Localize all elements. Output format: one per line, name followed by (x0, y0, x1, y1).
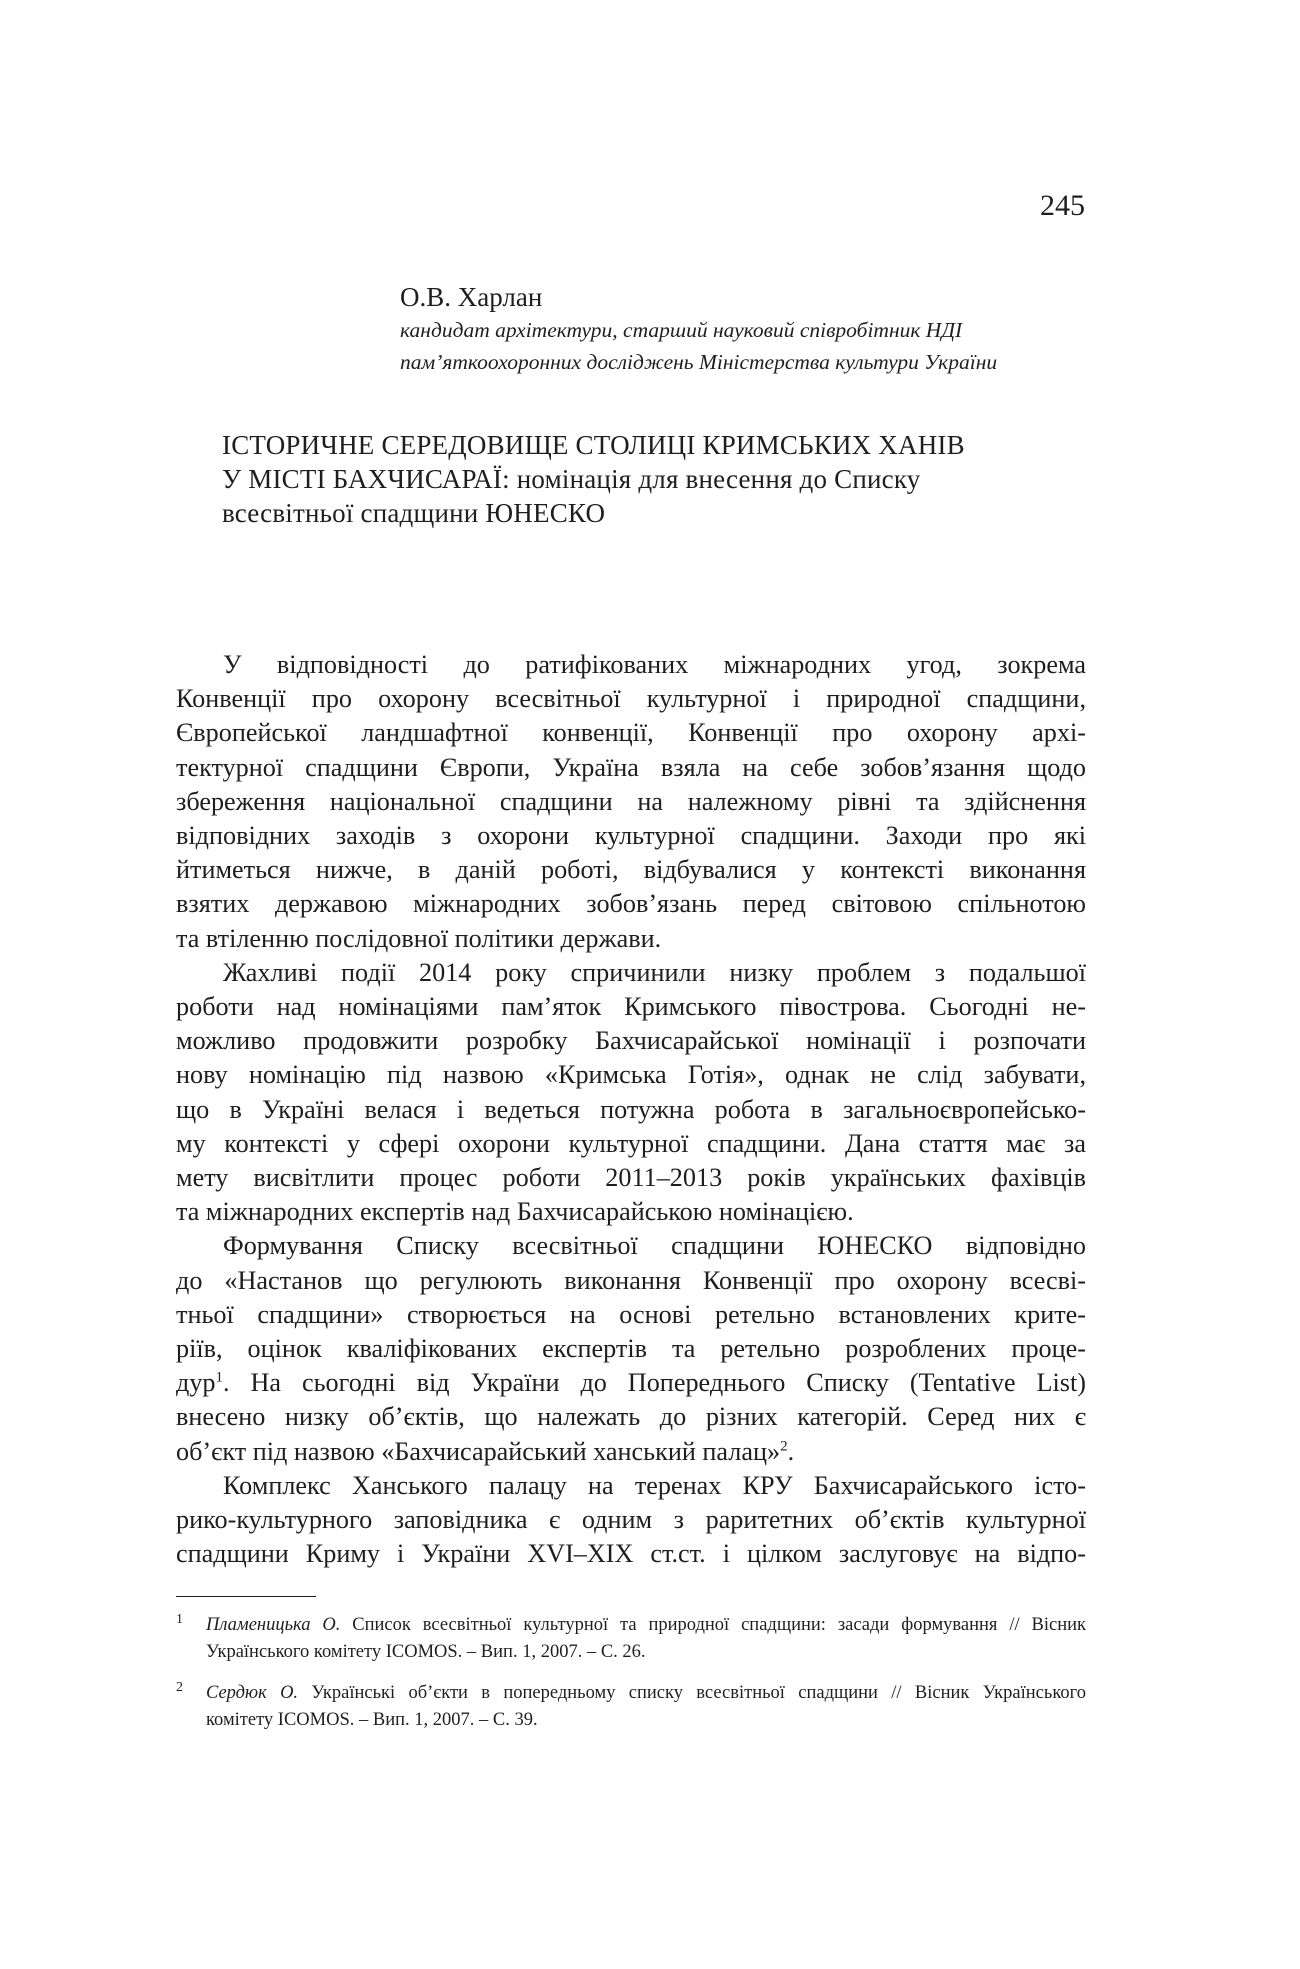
text-fragment: . (787, 1436, 795, 1466)
text-line: можливо продовжити розробку Бахчисарайської номінації і розпочати (176, 1026, 1086, 1056)
author-block (400, 280, 1090, 378)
text-line: Жахливі події 2014 року спричинили низку проблем з подальшої (223, 957, 1086, 987)
body-text (176, 648, 1086, 1571)
title-caps: У МІСТІ БАХЧИСАРАЇ (222, 464, 503, 494)
text-line: та міжнародних експертів над Бахчисарайською номінацією. (176, 1197, 854, 1227)
text-fragment: дур (176, 1368, 216, 1398)
page-number: 245 (1040, 189, 1085, 222)
text-line: спадщини Криму і України XVI–XIX ст.ст. і цілком заслуговує на відпо- (176, 1539, 1086, 1569)
text-line: Комплекс Ханського палацу на теренах КРУ Бахчисарайського істо- (223, 1470, 1086, 1500)
text-line: тектурної спадщини Європи, Україна взяла на себе зобов’язання щодо (176, 752, 1086, 782)
text-line: збереження національної спадщини на належному рівні та здійснення (176, 786, 1086, 816)
footnotes (176, 1612, 1086, 1748)
author-affiliation-line: кандидат архітектури, старший науковий співробітник НДІ (400, 318, 963, 342)
text-line: Формування Списку всесвітньої спадщини ЮНЕСКО відповідно (223, 1231, 1086, 1261)
text-line: йтиметься нижче, в даній роботі, відбувалися у контексті виконання (176, 855, 1086, 885)
footnote-ref[interactable]: 1 (215, 1369, 224, 1386)
text-line: відповідних заходів з охорони культурної спадщини. Заходи про які (176, 821, 1086, 851)
text-line: нову номінацію під назвою «Кримська Готія», однак не слід забувати, (176, 1060, 1086, 1090)
text-fragment: об’єкт під назвою «Бахчисарайський ханський палац» (176, 1436, 781, 1466)
text-line: У відповідності до ратифікованих міжнародних угод, зокрема (223, 650, 1086, 679)
article-title (222, 428, 1082, 530)
text-line: тньої спадщини» створюється на основі ретельно встановлених крите- (176, 1299, 1086, 1329)
author-name: О.В. Харлан (400, 282, 543, 312)
footnote-number: 2 (176, 1680, 183, 1695)
text-line: внесено низку об’єктів, що належать до різних категорій. Серед них є (176, 1402, 1086, 1432)
title-line (222, 462, 1082, 496)
footnote-ref[interactable]: 2 (780, 1437, 788, 1454)
text-line: му контексті у сфері охорони культурної спадщини. Дана стаття має за (176, 1128, 1086, 1158)
text-line: Конвенції про охорону всесвітньої культурної і природної спадщини, (176, 684, 1086, 714)
footnote-line (206, 1612, 1086, 1639)
text-line: рико-культурного заповідника є одним з раритетних об’єктів культурної (176, 1505, 1086, 1535)
title-rest: : номінація для внесення до Списку (502, 464, 921, 494)
footnote (176, 1612, 1086, 1666)
text-line: роботи над номінаціями пам’яток Кримського півострова. Сьогодні не- (176, 992, 1086, 1022)
footnote-line: комітету ICOMOS. – Вип. 1, 2007. – С. 39. (206, 1710, 538, 1730)
text-line: що в Україні велася і ведеться потужна робота в загальноєвропейсько- (176, 1094, 1086, 1124)
footnote-author: Пламеницька О. (206, 1615, 341, 1635)
title-line: всесвітньої спадщини ЮНЕСКО (222, 498, 606, 528)
footnote-divider (176, 1596, 316, 1597)
title-line: ІСТОРИЧНЕ СЕРЕДОВИЩЕ СТОЛИЦІ КРИМСЬКИХ ХАНІВ (222, 430, 965, 460)
text-line: ріїв, оцінок кваліфікованих експертів та ретельно розроблених проце- (176, 1334, 1086, 1364)
footnote-text: Список всесвітньої культурної та природної спадщини: засади формування // Вісник (340, 1615, 1086, 1635)
text-line: та втіленню послідовної політики держави. (176, 923, 662, 953)
author-affiliation-line: пам’яткоохоронних досліджень Міністерства культури України (400, 350, 998, 374)
footnote-line: Українського комітету ICOMOS. – Вип. 1, 2007. – С. 26. (206, 1642, 646, 1662)
footnote-number: 1 (176, 1612, 183, 1627)
footnote-line (206, 1680, 1086, 1707)
text-line: Європейської ландшафтної конвенції, Конвенції про охорону архі- (176, 718, 1086, 748)
footnote (176, 1680, 1086, 1734)
text-fragment: . На сьогодні від України до Попереднього Списку (Tentative List) (223, 1368, 1086, 1398)
text-line: взятих державою міжнародних зобов’язань перед світовою спільнотою (176, 889, 1086, 919)
footnote-text: Українські об’єкти в попередньому списку всесвітньої спадщини // Вісник Українського (298, 1683, 1086, 1703)
text-line: мету висвітлити процес роботи 2011–2013 років українських фахівців (176, 1163, 1086, 1193)
text-line: до «Настанов що регулюють виконання Конвенції про охорону всесві- (176, 1265, 1086, 1295)
footnote-author: Сердюк О. (206, 1683, 299, 1703)
text-line (176, 1366, 1086, 1400)
text-line (176, 1435, 1086, 1469)
